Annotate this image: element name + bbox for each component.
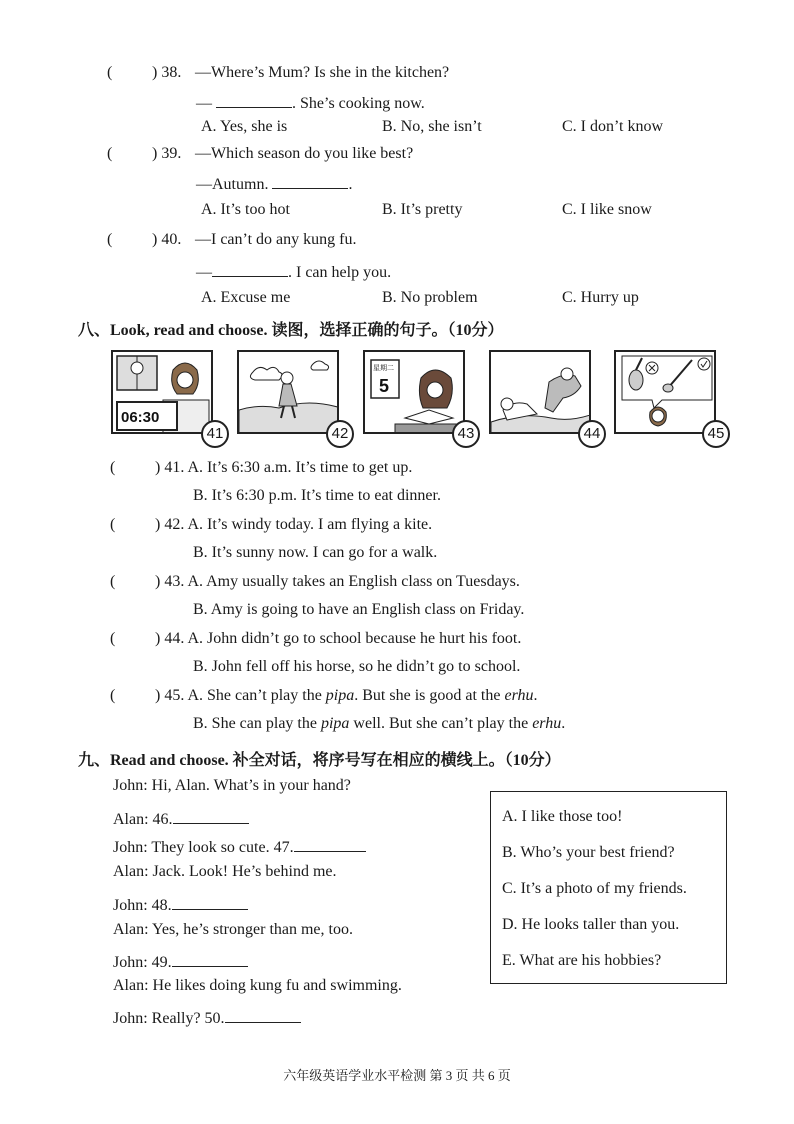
question-number: ) 40. (152, 231, 182, 248)
answer-paren: ( (110, 687, 116, 704)
item-43: ) 43. A. Amy usually takes an English class on Tuesdays. (155, 573, 520, 590)
page-footer: 六年级英语学业水平检测 第 3 页 共 6 页 (283, 1068, 511, 1083)
picture-number-42: 42 (326, 420, 354, 448)
answer-blank[interactable] (216, 91, 292, 108)
dialogue-line: John: 49. (113, 950, 248, 972)
dialogue-line: John: Really? 50. (113, 1006, 301, 1028)
option-a: A. Excuse me (201, 289, 291, 306)
options-box (490, 791, 727, 984)
question-text: —Which season do you like best? (195, 145, 414, 162)
option-a: A. Yes, she is (201, 118, 288, 135)
answer-line: — . I can help you. (196, 260, 391, 282)
dialogue-line: Alan: Yes, he’s stronger than me, too. (113, 921, 353, 938)
dialogue-line: Alan: Jack. Look! He’s behind me. (113, 863, 337, 880)
item-41-b: B. It’s 6:30 p.m. It’s time to eat dinner. (193, 487, 441, 504)
question-number: ) 38. (152, 64, 182, 81)
item-44-b: B. John fell off his horse, so he didn’t go to school. (193, 658, 521, 675)
answer-blank[interactable] (172, 950, 248, 967)
question-text: —Where’s Mum? Is she in the kitchen? (195, 64, 450, 81)
answer-blank[interactable] (173, 807, 249, 824)
dialogue-line: John: Hi, Alan. What’s in your hand? (113, 777, 351, 794)
option-b: B. It’s pretty (382, 201, 463, 218)
clock-display: 06:30 (121, 409, 160, 426)
answer-paren: ( (110, 459, 116, 476)
picture-number-45: 45 (702, 420, 730, 448)
picture-number-41: 41 (201, 420, 229, 448)
item-45: ) 45. A. She can’t play the pipa. But she is good at the erhu. (155, 687, 538, 704)
picture-number-43: 43 (452, 420, 480, 448)
item-41: ) 41. A. It’s 6:30 a.m. It’s time to get up. (155, 459, 413, 476)
picture-41 (111, 350, 213, 434)
option-d: D. He looks taller than you. (502, 916, 680, 933)
option-c: C. I like snow (562, 201, 652, 218)
picture-number-44: 44 (578, 420, 606, 448)
picture-43 (363, 350, 465, 434)
option-a: A. It’s too hot (201, 201, 290, 218)
option-c: C. Hurry up (562, 289, 639, 306)
picture-42 (237, 350, 339, 434)
answer-blank[interactable] (294, 835, 366, 852)
answer-line: — . She’s cooking now. (196, 91, 425, 113)
dialogue-line: Alan: He likes doing kung fu and swimming. (113, 977, 402, 994)
answer-blank[interactable] (272, 172, 348, 189)
item-42: ) 42. A. It’s windy today. I am flying a kite. (155, 516, 433, 533)
option-a: A. I like those too! (502, 808, 623, 825)
item-43-b: B. Amy is going to have an English class on Friday. (193, 601, 525, 618)
answer-line: —Autumn. . (196, 172, 352, 194)
answer-blank[interactable] (225, 1006, 301, 1023)
answer-blank[interactable] (172, 893, 248, 910)
section-title: 九、Read and choose. 补全对话，将序号写在相应的横线上。（10分） (78, 752, 561, 769)
question-text: —I can’t do any kung fu. (195, 231, 357, 248)
dialogue-line: John: 48. (113, 893, 248, 915)
answer-paren: ( (110, 630, 116, 647)
option-c: C. It’s a photo of my friends. (502, 880, 687, 897)
dialogue-line: John: They look so cute. 47. (113, 835, 366, 857)
option-b: B. No, she isn’t (382, 118, 482, 135)
answer-paren: ( (107, 64, 113, 81)
answer-paren: ( (107, 231, 113, 248)
answer-paren: ( (107, 145, 113, 162)
item-42-b: B. It’s sunny now. I can go for a walk. (193, 544, 438, 561)
option-e: E. What are his hobbies? (502, 952, 662, 969)
option-c: C. I don’t know (562, 118, 664, 135)
answer-paren: ( (110, 516, 116, 533)
answer-blank[interactable] (212, 260, 288, 277)
dialogue-line: Alan: 46. (113, 807, 249, 829)
option-b: B. Who’s your best friend? (502, 844, 675, 861)
question-number: ) 39. (152, 145, 182, 162)
answer-paren: ( (110, 573, 116, 590)
item-45-b: B. She can play the pipa well. But she can’t play the erhu. (193, 715, 566, 732)
section-title: 八、Look, read and choose. 读图，选择正确的句子。（10分） (78, 322, 504, 339)
picture-45 (614, 350, 716, 434)
calendar-weekday: 星期二 (373, 364, 394, 372)
option-b: B. No problem (382, 289, 478, 306)
picture-44 (489, 350, 591, 434)
calendar-day: 5 (379, 376, 390, 396)
item-44: ) 44. A. John didn’t go to school because he hurt his foot. (155, 630, 522, 647)
